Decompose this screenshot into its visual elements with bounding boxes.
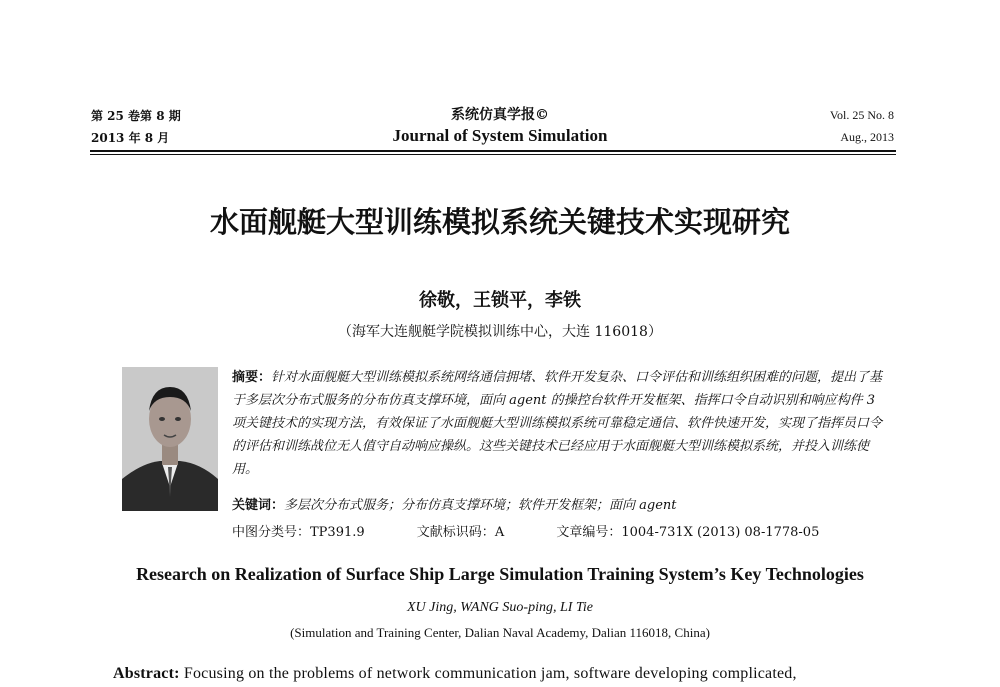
abstract-en: [113, 665, 797, 683]
abstract-cn-label: 摘要：: [232, 370, 272, 385]
abstract-en-text: Focusing on the problems of network communication jam, software developing complicated,: [183, 665, 797, 682]
keywords-cn-label: 关键词：: [232, 498, 285, 513]
keywords-cn: [232, 494, 677, 513]
journal-name-en: Journal of System Simulation: [392, 126, 608, 145]
paper-title-en: Research on Realization of Surface Ship Large Simulation Training System’s Key Technologies: [136, 564, 864, 584]
abstract-cn: [232, 366, 892, 481]
keywords-cn-text: 多层次分布式服务；分布仿真支撑环境；软件开发框架；面向 agent: [284, 498, 677, 513]
clc-value: TP391.9: [310, 525, 365, 540]
clc-label: 中图分类号：: [232, 525, 311, 540]
abstract-en-label: Abstract:: [113, 665, 180, 682]
affiliation-cn: （海军大连舰艇学院模拟训练中心，大连 116018）: [338, 324, 662, 340]
header-rule-thin: [90, 154, 896, 155]
volume-label: Vol. 25 No. 8: [829, 108, 894, 122]
article-no-label: 文章编号：: [556, 525, 622, 540]
authors-en: XU Jing, WANG Suo-ping, LI Tie: [406, 600, 594, 615]
classification-line: [232, 521, 819, 540]
doc-code-label: 文献标识码：: [416, 525, 495, 540]
issue-label: 第 25 卷第 8 期: [91, 109, 181, 123]
journal-name-cn: 系统仿真学报©: [451, 107, 549, 123]
affiliation-en: (Simulation and Training Center, Dalian Naval Academy, Dalian 116018, China): [290, 625, 710, 640]
header-rule-thick: [90, 150, 896, 152]
authors-cn: 徐敬，王锁平，李铁: [419, 290, 581, 311]
abstract-cn-text: 针对水面舰艇大型训练模拟系统网络通信拥堵、软件开发复杂、口令评估和训练组织困难的问题，提出了基于多层次分布式服务的分布仿真支撑环境，面向 agent 的操控台软件开发框架、指挥口令自动识别和响应构件 3 项关键技术的实现方法，有效保证了水面舰艇大型训练模拟系统可靠稳定通信、软件快速开发，实现了指挥员口令的评估和训练战位无人值守自动响应操纵。这些关键技术已经应用于水面舰艇大型训练模拟系统，并投入训练使用。: [232, 370, 883, 477]
article-no-value: 1004-731X (2013) 08-1778-05: [621, 525, 820, 540]
author-photo: [122, 367, 218, 511]
volume-date: Aug., 2013: [840, 130, 894, 144]
doc-code-value: A: [494, 525, 505, 540]
issue-date: 2013 年 8 月: [91, 131, 170, 145]
paper-title-cn: 水面舰艇大型训练模拟系统关键技术实现研究: [209, 205, 790, 239]
